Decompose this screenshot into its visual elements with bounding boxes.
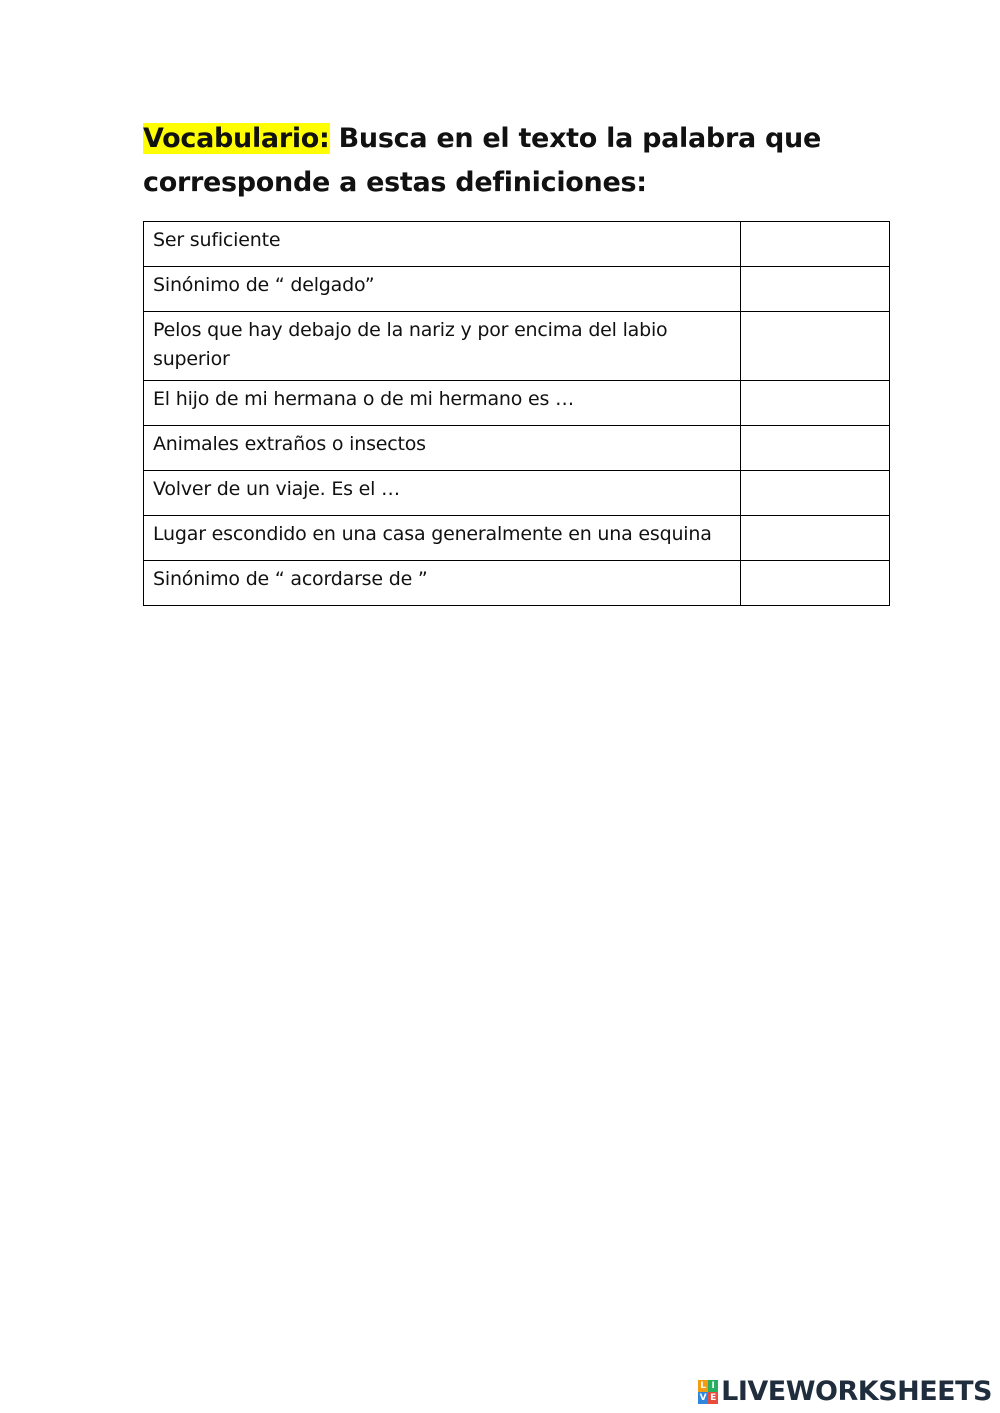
answer-cell[interactable] [741, 267, 890, 312]
answer-cell[interactable] [741, 222, 890, 267]
liveworksheets-logo [698, 1377, 992, 1407]
liveworksheets-logo-icon [698, 1380, 718, 1404]
table-row [144, 426, 890, 471]
definition-cell: Sinónimo de “ acordarse de ” [144, 561, 741, 606]
vocabulary-table [143, 221, 890, 606]
table-row [144, 516, 890, 561]
table-row [144, 561, 890, 606]
table-row [144, 267, 890, 312]
logo-icon-letter: L [698, 1380, 708, 1392]
logo-icon-letter: I [708, 1380, 718, 1392]
worksheet-heading [143, 117, 863, 205]
answer-cell[interactable] [741, 561, 890, 606]
table-row [144, 381, 890, 426]
definition-cell: Animales extraños o insectos [144, 426, 741, 471]
table-row [144, 471, 890, 516]
answer-cell[interactable] [741, 312, 890, 381]
definition-cell: El hijo de mi hermana o de mi hermano es … [144, 381, 741, 426]
answer-cell[interactable] [741, 471, 890, 516]
definition-cell: Volver de un viaje. Es el … [144, 471, 741, 516]
definition-cell: Pelos que hay debajo de la nariz y por encima del labio superior [144, 312, 741, 381]
definition-cell: Lugar escondido en una casa generalmente en una esquina [144, 516, 741, 561]
table-row [144, 222, 890, 267]
logo-icon-letter: V [699, 1393, 707, 1403]
heading-highlight: Vocabulario: [143, 123, 330, 154]
logo-icon-letter: E [710, 1393, 717, 1403]
definition-cell: Sinónimo de “ delgado” [144, 267, 741, 312]
answer-cell[interactable] [741, 516, 890, 561]
table-row [144, 312, 890, 381]
answer-cell[interactable] [741, 426, 890, 471]
definition-cell: Ser suficiente [144, 222, 741, 267]
answer-cell[interactable] [741, 381, 890, 426]
heading-instruction: Busca en el texto la palabra que corresponde a estas definiciones: [143, 123, 821, 198]
liveworksheets-logo-text: LIVEWORKSHEETS [721, 1376, 992, 1407]
